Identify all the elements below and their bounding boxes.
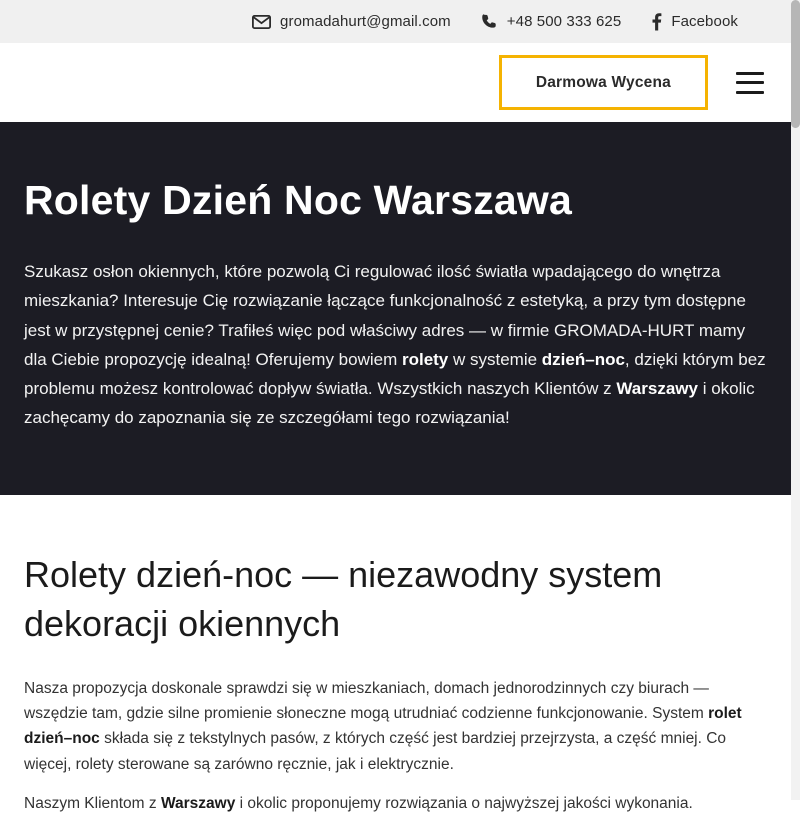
hamburger-menu-icon[interactable] (736, 72, 764, 94)
hero-section (0, 122, 800, 495)
hero-text-part-2: w systemie (448, 349, 542, 369)
content-p2-part-1: Naszym Klientom z (24, 794, 161, 812)
facebook-icon (651, 13, 662, 31)
hero-bold-warszawy: Warszawy (616, 379, 698, 399)
contact-phone[interactable] (481, 13, 622, 30)
site-header (0, 43, 800, 122)
free-quote-button[interactable]: Darmowa Wycena (499, 55, 708, 111)
content-p1-bold: rolet dzień–noc (24, 705, 742, 748)
contact-phone-label: +48 500 333 625 (506, 13, 622, 30)
content-p1-part-2: składa się z tekstylnych pasów, z których część jest bardziej przejrzysta, a część mniej. Co więcej, rolety sterowane są zarówno ręcznie, jak i elektrycznie. (24, 730, 727, 773)
contact-email-label: gromadahurt@gmail.com (280, 13, 451, 30)
content-p2-bold: Warszawy (160, 794, 236, 812)
burger-line-3 (736, 91, 764, 94)
main-content-section (0, 495, 800, 816)
hero-text-part-1: Szukasz osłon okiennych, które pozwolą Ci regulować ilość światła wpadającego do wnętrza mieszkania? Interesuje Cię rozwiązanie łączące funkcjonalność z estetyką, a przy tym dostępne jest w przystępnej cenie? Trafiłeś więc pod właściwy adres — w firmie GROMADA-HURT mamy dla Ciebie propozycję idealną! Oferujemy bowiem (24, 262, 746, 369)
page-title: Rolety Dzień Noc Warszawa (24, 177, 573, 223)
burger-line-1 (736, 72, 764, 75)
social-facebook[interactable] (651, 13, 738, 31)
burger-line-2 (736, 81, 764, 84)
content-p2-part-2: i okolic proponujemy rozwiązania o najwyższej jakości wykonania. (235, 794, 693, 812)
page-scrollbar-track[interactable] (791, 0, 800, 800)
contact-email[interactable] (252, 13, 451, 30)
hero-text-part-3: , dzięki którym bez problemu możesz kontrolować dopływ światła. Wszystkich naszych Klientów z (24, 349, 766, 399)
hero-paragraph (24, 257, 770, 432)
hero-bold-rolety: rolety (401, 349, 449, 369)
content-p1-part-1: Nasza propozycja doskonale sprawdzi się w mieszkaniach, domach jednorodzinnych czy biurach — wszędzie tam, gdzie silne promienie słoneczne mogą utrudniać codzienne funkcjonowanie. System (24, 680, 709, 723)
hero-text-part-4: i okolic zachęcamy do zapoznania się ze szczegółami tego rozwiązania! (24, 379, 755, 428)
content-paragraph-1 (24, 676, 770, 776)
phone-icon (481, 13, 498, 30)
social-facebook-label: Facebook (671, 13, 738, 30)
content-paragraph-2 (24, 791, 770, 816)
page-scrollbar-thumb[interactable] (791, 0, 800, 128)
hero-bold-dzien-noc: dzień–noc (541, 349, 625, 369)
envelope-icon (252, 15, 271, 29)
section-heading: Rolety dzień-noc — niezawodny system dekoracji okiennych (24, 554, 663, 644)
top-contact-bar (0, 0, 800, 43)
